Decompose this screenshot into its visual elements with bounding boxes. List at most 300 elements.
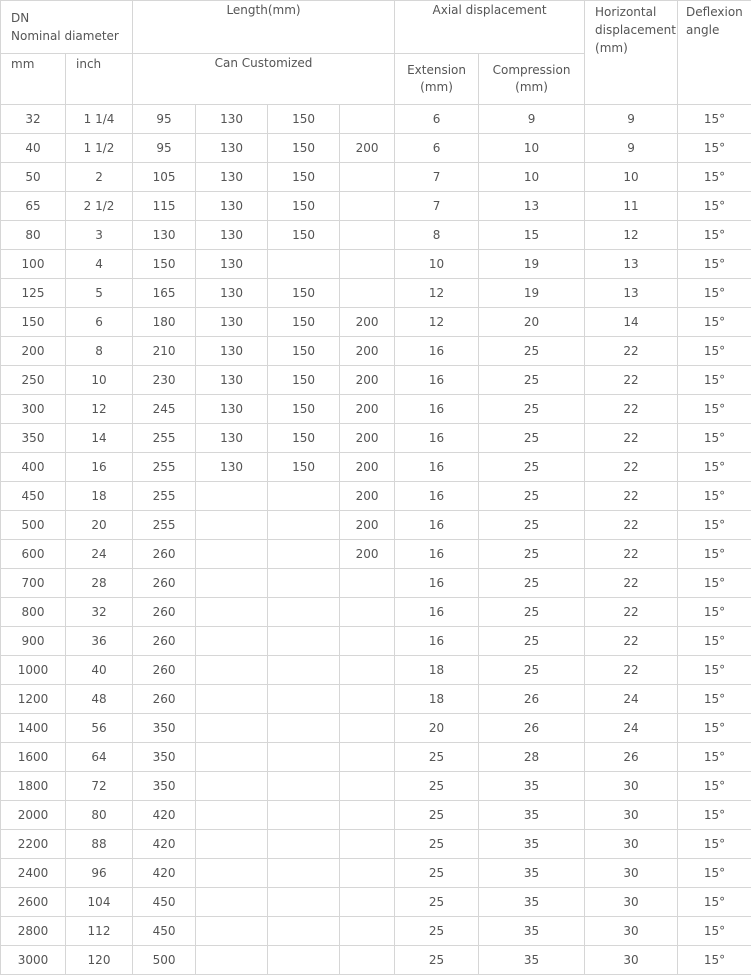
length-2-cell — [196, 569, 268, 598]
length-3-cell — [268, 627, 340, 656]
length-2-cell — [196, 540, 268, 569]
horizontal-cell: 22 — [585, 482, 678, 511]
length-4-cell — [340, 772, 395, 801]
deflexion-cell: 15° — [678, 946, 751, 975]
inch-cell: 3 — [66, 221, 133, 250]
extension-cell: 25 — [395, 946, 479, 975]
length-2-cell: 130 — [196, 424, 268, 453]
dn-mm-cell: 350 — [1, 424, 66, 453]
length-3-cell: 150 — [268, 395, 340, 424]
table-row — [1, 598, 751, 627]
compression-header — [479, 54, 585, 105]
length-1-cell: 230 — [133, 366, 196, 395]
compression-cell: 26 — [479, 685, 585, 714]
inch-cell: 104 — [66, 888, 133, 917]
length-2-cell: 130 — [196, 337, 268, 366]
horizontal-cell: 22 — [585, 366, 678, 395]
compression-cell: 20 — [479, 308, 585, 337]
deflexion-cell: 15° — [678, 192, 751, 221]
deflexion-cell: 15° — [678, 772, 751, 801]
table-row — [1, 308, 751, 337]
dn-mm-cell: 50 — [1, 163, 66, 192]
deflexion-cell: 15° — [678, 888, 751, 917]
inch-cell: 48 — [66, 685, 133, 714]
table-row — [1, 859, 751, 888]
length-3-cell — [268, 888, 340, 917]
extension-cell: 7 — [395, 192, 479, 221]
length-4-cell: 200 — [340, 395, 395, 424]
table-row — [1, 453, 751, 482]
deflexion-cell: 15° — [678, 366, 751, 395]
length-3-cell: 150 — [268, 308, 340, 337]
length-3-cell — [268, 801, 340, 830]
horizontal-cell: 10 — [585, 163, 678, 192]
length-1-cell: 260 — [133, 540, 196, 569]
length-3-cell: 150 — [268, 366, 340, 395]
deflexion-cell: 15° — [678, 714, 751, 743]
table-row — [1, 395, 751, 424]
dn-mm-cell: 600 — [1, 540, 66, 569]
dn-mm-cell: 65 — [1, 192, 66, 221]
horizontal-cell: 22 — [585, 337, 678, 366]
table-row — [1, 192, 751, 221]
compression-cell: 9 — [479, 105, 585, 134]
deflexion-cell: 15° — [678, 221, 751, 250]
compression-cell: 25 — [479, 598, 585, 627]
horizontal-cell: 13 — [585, 279, 678, 308]
extension-cell: 20 — [395, 714, 479, 743]
axial-displacement-header: Axial displacement — [395, 1, 585, 54]
length-3-cell: 150 — [268, 424, 340, 453]
horizontal-cell: 30 — [585, 917, 678, 946]
length-4-cell: 200 — [340, 482, 395, 511]
can-customized-header: Can Customized — [133, 54, 395, 105]
inch-cell: 64 — [66, 743, 133, 772]
deflexion-cell: 15° — [678, 859, 751, 888]
table-row — [1, 424, 751, 453]
extension-cell: 25 — [395, 830, 479, 859]
extension-cell: 25 — [395, 859, 479, 888]
length-2-cell: 130 — [196, 105, 268, 134]
length-4-cell — [340, 917, 395, 946]
length-4-cell — [340, 279, 395, 308]
length-3-cell — [268, 743, 340, 772]
dn-mm-cell: 2800 — [1, 917, 66, 946]
length-2-cell — [196, 482, 268, 511]
length-3-cell: 150 — [268, 279, 340, 308]
horizontal-cell: 11 — [585, 192, 678, 221]
table-row — [1, 685, 751, 714]
extension-cell: 12 — [395, 279, 479, 308]
table-row — [1, 569, 751, 598]
inch-cell: 24 — [66, 540, 133, 569]
length-4-cell: 200 — [340, 134, 395, 163]
length-4-cell — [340, 163, 395, 192]
length-2-cell — [196, 917, 268, 946]
deflexion-cell: 15° — [678, 424, 751, 453]
extension-cell: 16 — [395, 511, 479, 540]
horizontal-cell: 9 — [585, 105, 678, 134]
length-4-cell — [340, 888, 395, 917]
extension-cell: 16 — [395, 569, 479, 598]
length-1-cell: 350 — [133, 714, 196, 743]
dn-mm-cell: 500 — [1, 511, 66, 540]
length-3-cell — [268, 714, 340, 743]
inch-cell: 2 1/2 — [66, 192, 133, 221]
length-4-cell — [340, 714, 395, 743]
horizontal-cell: 30 — [585, 888, 678, 917]
inch-cell: 88 — [66, 830, 133, 859]
length-2-cell — [196, 685, 268, 714]
table-row — [1, 250, 751, 279]
length-3-cell — [268, 859, 340, 888]
compression-cell: 35 — [479, 946, 585, 975]
length-4-cell — [340, 743, 395, 772]
horizontal-cell: 12 — [585, 221, 678, 250]
dn-mm-cell: 125 — [1, 279, 66, 308]
compression-cell: 25 — [479, 453, 585, 482]
compression-cell: 28 — [479, 743, 585, 772]
compression-cell: 10 — [479, 163, 585, 192]
length-4-cell — [340, 685, 395, 714]
dn-mm-cell: 2200 — [1, 830, 66, 859]
compression-cell: 13 — [479, 192, 585, 221]
compression-cell: 10 — [479, 134, 585, 163]
length-1-cell: 255 — [133, 424, 196, 453]
horizontal-cell: 22 — [585, 424, 678, 453]
length-2-cell: 130 — [196, 366, 268, 395]
length-1-cell: 350 — [133, 743, 196, 772]
length-2-cell: 130 — [196, 163, 268, 192]
horizontal-cell: 14 — [585, 308, 678, 337]
extension-cell: 16 — [395, 540, 479, 569]
compression-cell: 25 — [479, 424, 585, 453]
length-4-cell: 200 — [340, 337, 395, 366]
dn-mm-cell: 450 — [1, 482, 66, 511]
dn-mm-cell: 100 — [1, 250, 66, 279]
inch-cell: 56 — [66, 714, 133, 743]
compression-cell: 35 — [479, 801, 585, 830]
dn-mm-cell: 40 — [1, 134, 66, 163]
table-row — [1, 714, 751, 743]
length-3-cell — [268, 946, 340, 975]
compression-label: Compression (mm) — [492, 62, 572, 96]
deflexion-cell: 15° — [678, 569, 751, 598]
length-4-cell — [340, 598, 395, 627]
extension-cell: 12 — [395, 308, 479, 337]
length-4-cell: 200 — [340, 540, 395, 569]
length-2-cell — [196, 946, 268, 975]
horizontal-cell: 22 — [585, 395, 678, 424]
extension-cell: 25 — [395, 917, 479, 946]
length-3-cell — [268, 598, 340, 627]
horizontal-cell: 22 — [585, 598, 678, 627]
deflexion-cell: 15° — [678, 656, 751, 685]
table-row — [1, 627, 751, 656]
deflexion-cell: 15° — [678, 163, 751, 192]
length-2-cell — [196, 830, 268, 859]
length-4-cell — [340, 192, 395, 221]
inch-header: inch — [66, 54, 133, 105]
horizontal-cell: 24 — [585, 714, 678, 743]
extension-cell: 10 — [395, 250, 479, 279]
length-1-cell: 210 — [133, 337, 196, 366]
length-4-cell — [340, 627, 395, 656]
inch-cell: 96 — [66, 859, 133, 888]
inch-cell: 12 — [66, 395, 133, 424]
deflexion-cell: 15° — [678, 134, 751, 163]
deflexion-angle-header: Deflexion angle — [678, 1, 751, 105]
compression-cell: 25 — [479, 511, 585, 540]
dn-mm-cell: 1800 — [1, 772, 66, 801]
extension-cell: 16 — [395, 424, 479, 453]
dn-mm-cell: 400 — [1, 453, 66, 482]
length-1-cell: 420 — [133, 801, 196, 830]
dn-mm-cell: 250 — [1, 366, 66, 395]
deflexion-cell: 15° — [678, 337, 751, 366]
dn-mm-cell: 3000 — [1, 946, 66, 975]
length-4-cell — [340, 656, 395, 685]
inch-cell: 1 1/4 — [66, 105, 133, 134]
length-1-cell: 260 — [133, 569, 196, 598]
dn-mm-cell: 2400 — [1, 859, 66, 888]
compression-cell: 25 — [479, 366, 585, 395]
inch-cell: 18 — [66, 482, 133, 511]
deflexion-cell: 15° — [678, 308, 751, 337]
length-4-cell — [340, 830, 395, 859]
deflexion-cell: 15° — [678, 830, 751, 859]
table-row — [1, 917, 751, 946]
length-2-cell — [196, 801, 268, 830]
length-4-cell — [340, 946, 395, 975]
dn-mm-cell: 1000 — [1, 656, 66, 685]
dn-mm-cell: 2000 — [1, 801, 66, 830]
table-row — [1, 366, 751, 395]
table-row — [1, 163, 751, 192]
length-3-cell — [268, 656, 340, 685]
horizontal-displacement-header: Horizontal displacement (mm) — [585, 1, 678, 105]
horizontal-cell: 22 — [585, 453, 678, 482]
deflexion-cell: 15° — [678, 279, 751, 308]
length-4-cell: 200 — [340, 453, 395, 482]
table-row — [1, 134, 751, 163]
length-2-cell: 130 — [196, 453, 268, 482]
horizontal-cell: 13 — [585, 250, 678, 279]
length-2-cell — [196, 627, 268, 656]
compression-cell: 25 — [479, 627, 585, 656]
length-2-cell — [196, 859, 268, 888]
extension-cell: 18 — [395, 685, 479, 714]
horizontal-cell: 30 — [585, 946, 678, 975]
length-3-cell — [268, 917, 340, 946]
extension-cell: 7 — [395, 163, 479, 192]
length-4-cell — [340, 569, 395, 598]
dn-mm-cell: 900 — [1, 627, 66, 656]
table-row — [1, 888, 751, 917]
length-1-cell: 130 — [133, 221, 196, 250]
compression-cell: 19 — [479, 279, 585, 308]
extension-cell: 16 — [395, 337, 479, 366]
length-1-cell: 450 — [133, 917, 196, 946]
dn-mm-cell: 1400 — [1, 714, 66, 743]
length-3-cell — [268, 250, 340, 279]
extension-cell: 25 — [395, 801, 479, 830]
length-1-cell: 420 — [133, 830, 196, 859]
inch-cell: 10 — [66, 366, 133, 395]
dn-label: DN — [11, 11, 29, 25]
compression-cell: 35 — [479, 859, 585, 888]
compression-cell: 35 — [479, 772, 585, 801]
compression-cell: 25 — [479, 569, 585, 598]
length-header: Length(mm) — [133, 1, 395, 54]
header-row-1 — [1, 1, 751, 54]
length-3-cell — [268, 830, 340, 859]
length-1-cell: 260 — [133, 685, 196, 714]
length-2-cell — [196, 598, 268, 627]
table-row — [1, 830, 751, 859]
deflexion-cell: 15° — [678, 540, 751, 569]
length-1-cell: 150 — [133, 250, 196, 279]
length-4-cell — [340, 221, 395, 250]
extension-cell: 16 — [395, 482, 479, 511]
nominal-diameter-header — [1, 1, 133, 54]
length-4-cell — [340, 859, 395, 888]
length-1-cell: 260 — [133, 656, 196, 685]
deflexion-cell: 15° — [678, 453, 751, 482]
extension-cell: 8 — [395, 221, 479, 250]
length-1-cell: 115 — [133, 192, 196, 221]
length-4-cell — [340, 105, 395, 134]
deflexion-cell: 15° — [678, 598, 751, 627]
deflexion-cell: 15° — [678, 917, 751, 946]
length-1-cell: 180 — [133, 308, 196, 337]
inch-cell: 72 — [66, 772, 133, 801]
extension-cell: 25 — [395, 743, 479, 772]
inch-cell: 14 — [66, 424, 133, 453]
length-3-cell: 150 — [268, 453, 340, 482]
length-1-cell: 450 — [133, 888, 196, 917]
length-3-cell — [268, 685, 340, 714]
length-3-cell: 150 — [268, 337, 340, 366]
table-row — [1, 801, 751, 830]
compression-cell: 25 — [479, 395, 585, 424]
length-2-cell: 130 — [196, 221, 268, 250]
length-2-cell: 130 — [196, 250, 268, 279]
inch-cell: 112 — [66, 917, 133, 946]
length-4-cell: 200 — [340, 366, 395, 395]
length-1-cell: 255 — [133, 511, 196, 540]
length-2-cell — [196, 511, 268, 540]
deflexion-cell: 15° — [678, 743, 751, 772]
length-3-cell: 150 — [268, 163, 340, 192]
horizontal-cell: 9 — [585, 134, 678, 163]
length-1-cell: 255 — [133, 482, 196, 511]
horizontal-cell: 22 — [585, 656, 678, 685]
deflexion-cell: 15° — [678, 105, 751, 134]
horizontal-cell: 22 — [585, 569, 678, 598]
table-row — [1, 946, 751, 975]
table-row — [1, 221, 751, 250]
extension-cell: 16 — [395, 366, 479, 395]
inch-cell: 28 — [66, 569, 133, 598]
deflexion-cell: 15° — [678, 482, 751, 511]
length-3-cell: 150 — [268, 221, 340, 250]
length-4-cell: 200 — [340, 308, 395, 337]
length-1-cell: 95 — [133, 134, 196, 163]
extension-cell: 16 — [395, 598, 479, 627]
length-2-cell: 130 — [196, 395, 268, 424]
length-1-cell: 95 — [133, 105, 196, 134]
nominal-label: Nominal diameter — [11, 29, 119, 43]
inch-cell: 40 — [66, 656, 133, 685]
extension-cell: 16 — [395, 453, 479, 482]
horizontal-cell: 30 — [585, 772, 678, 801]
inch-cell: 120 — [66, 946, 133, 975]
inch-cell: 1 1/2 — [66, 134, 133, 163]
dn-mm-cell: 700 — [1, 569, 66, 598]
compression-cell: 15 — [479, 221, 585, 250]
table-row — [1, 105, 751, 134]
table-row — [1, 540, 751, 569]
compression-cell: 25 — [479, 337, 585, 366]
length-4-cell — [340, 801, 395, 830]
extension-cell: 16 — [395, 627, 479, 656]
horizontal-cell: 30 — [585, 830, 678, 859]
length-2-cell — [196, 772, 268, 801]
inch-cell: 20 — [66, 511, 133, 540]
table-row — [1, 337, 751, 366]
deflexion-cell: 15° — [678, 627, 751, 656]
length-3-cell: 150 — [268, 105, 340, 134]
deflexion-cell: 15° — [678, 250, 751, 279]
extension-cell: 18 — [395, 656, 479, 685]
deflexion-cell: 15° — [678, 801, 751, 830]
length-1-cell: 245 — [133, 395, 196, 424]
table-row — [1, 772, 751, 801]
compression-cell: 25 — [479, 656, 585, 685]
length-1-cell: 420 — [133, 859, 196, 888]
length-3-cell — [268, 772, 340, 801]
table-row — [1, 482, 751, 511]
length-1-cell: 165 — [133, 279, 196, 308]
horizontal-cell: 26 — [585, 743, 678, 772]
length-2-cell — [196, 714, 268, 743]
compression-cell: 25 — [479, 482, 585, 511]
inch-cell: 6 — [66, 308, 133, 337]
inch-cell: 36 — [66, 627, 133, 656]
dn-mm-cell: 200 — [1, 337, 66, 366]
table-row — [1, 656, 751, 685]
length-3-cell: 150 — [268, 134, 340, 163]
extension-cell: 6 — [395, 105, 479, 134]
extension-label: Extension (mm) — [407, 62, 467, 96]
inch-cell: 4 — [66, 250, 133, 279]
inch-cell: 8 — [66, 337, 133, 366]
horizontal-cell: 22 — [585, 540, 678, 569]
dn-mm-cell: 800 — [1, 598, 66, 627]
length-2-cell: 130 — [196, 308, 268, 337]
length-2-cell: 130 — [196, 192, 268, 221]
compression-cell: 35 — [479, 888, 585, 917]
extension-header — [395, 54, 479, 105]
inch-cell: 16 — [66, 453, 133, 482]
inch-cell: 80 — [66, 801, 133, 830]
length-1-cell: 105 — [133, 163, 196, 192]
dn-mm-cell: 2600 — [1, 888, 66, 917]
length-3-cell — [268, 511, 340, 540]
length-2-cell — [196, 656, 268, 685]
table-row — [1, 743, 751, 772]
